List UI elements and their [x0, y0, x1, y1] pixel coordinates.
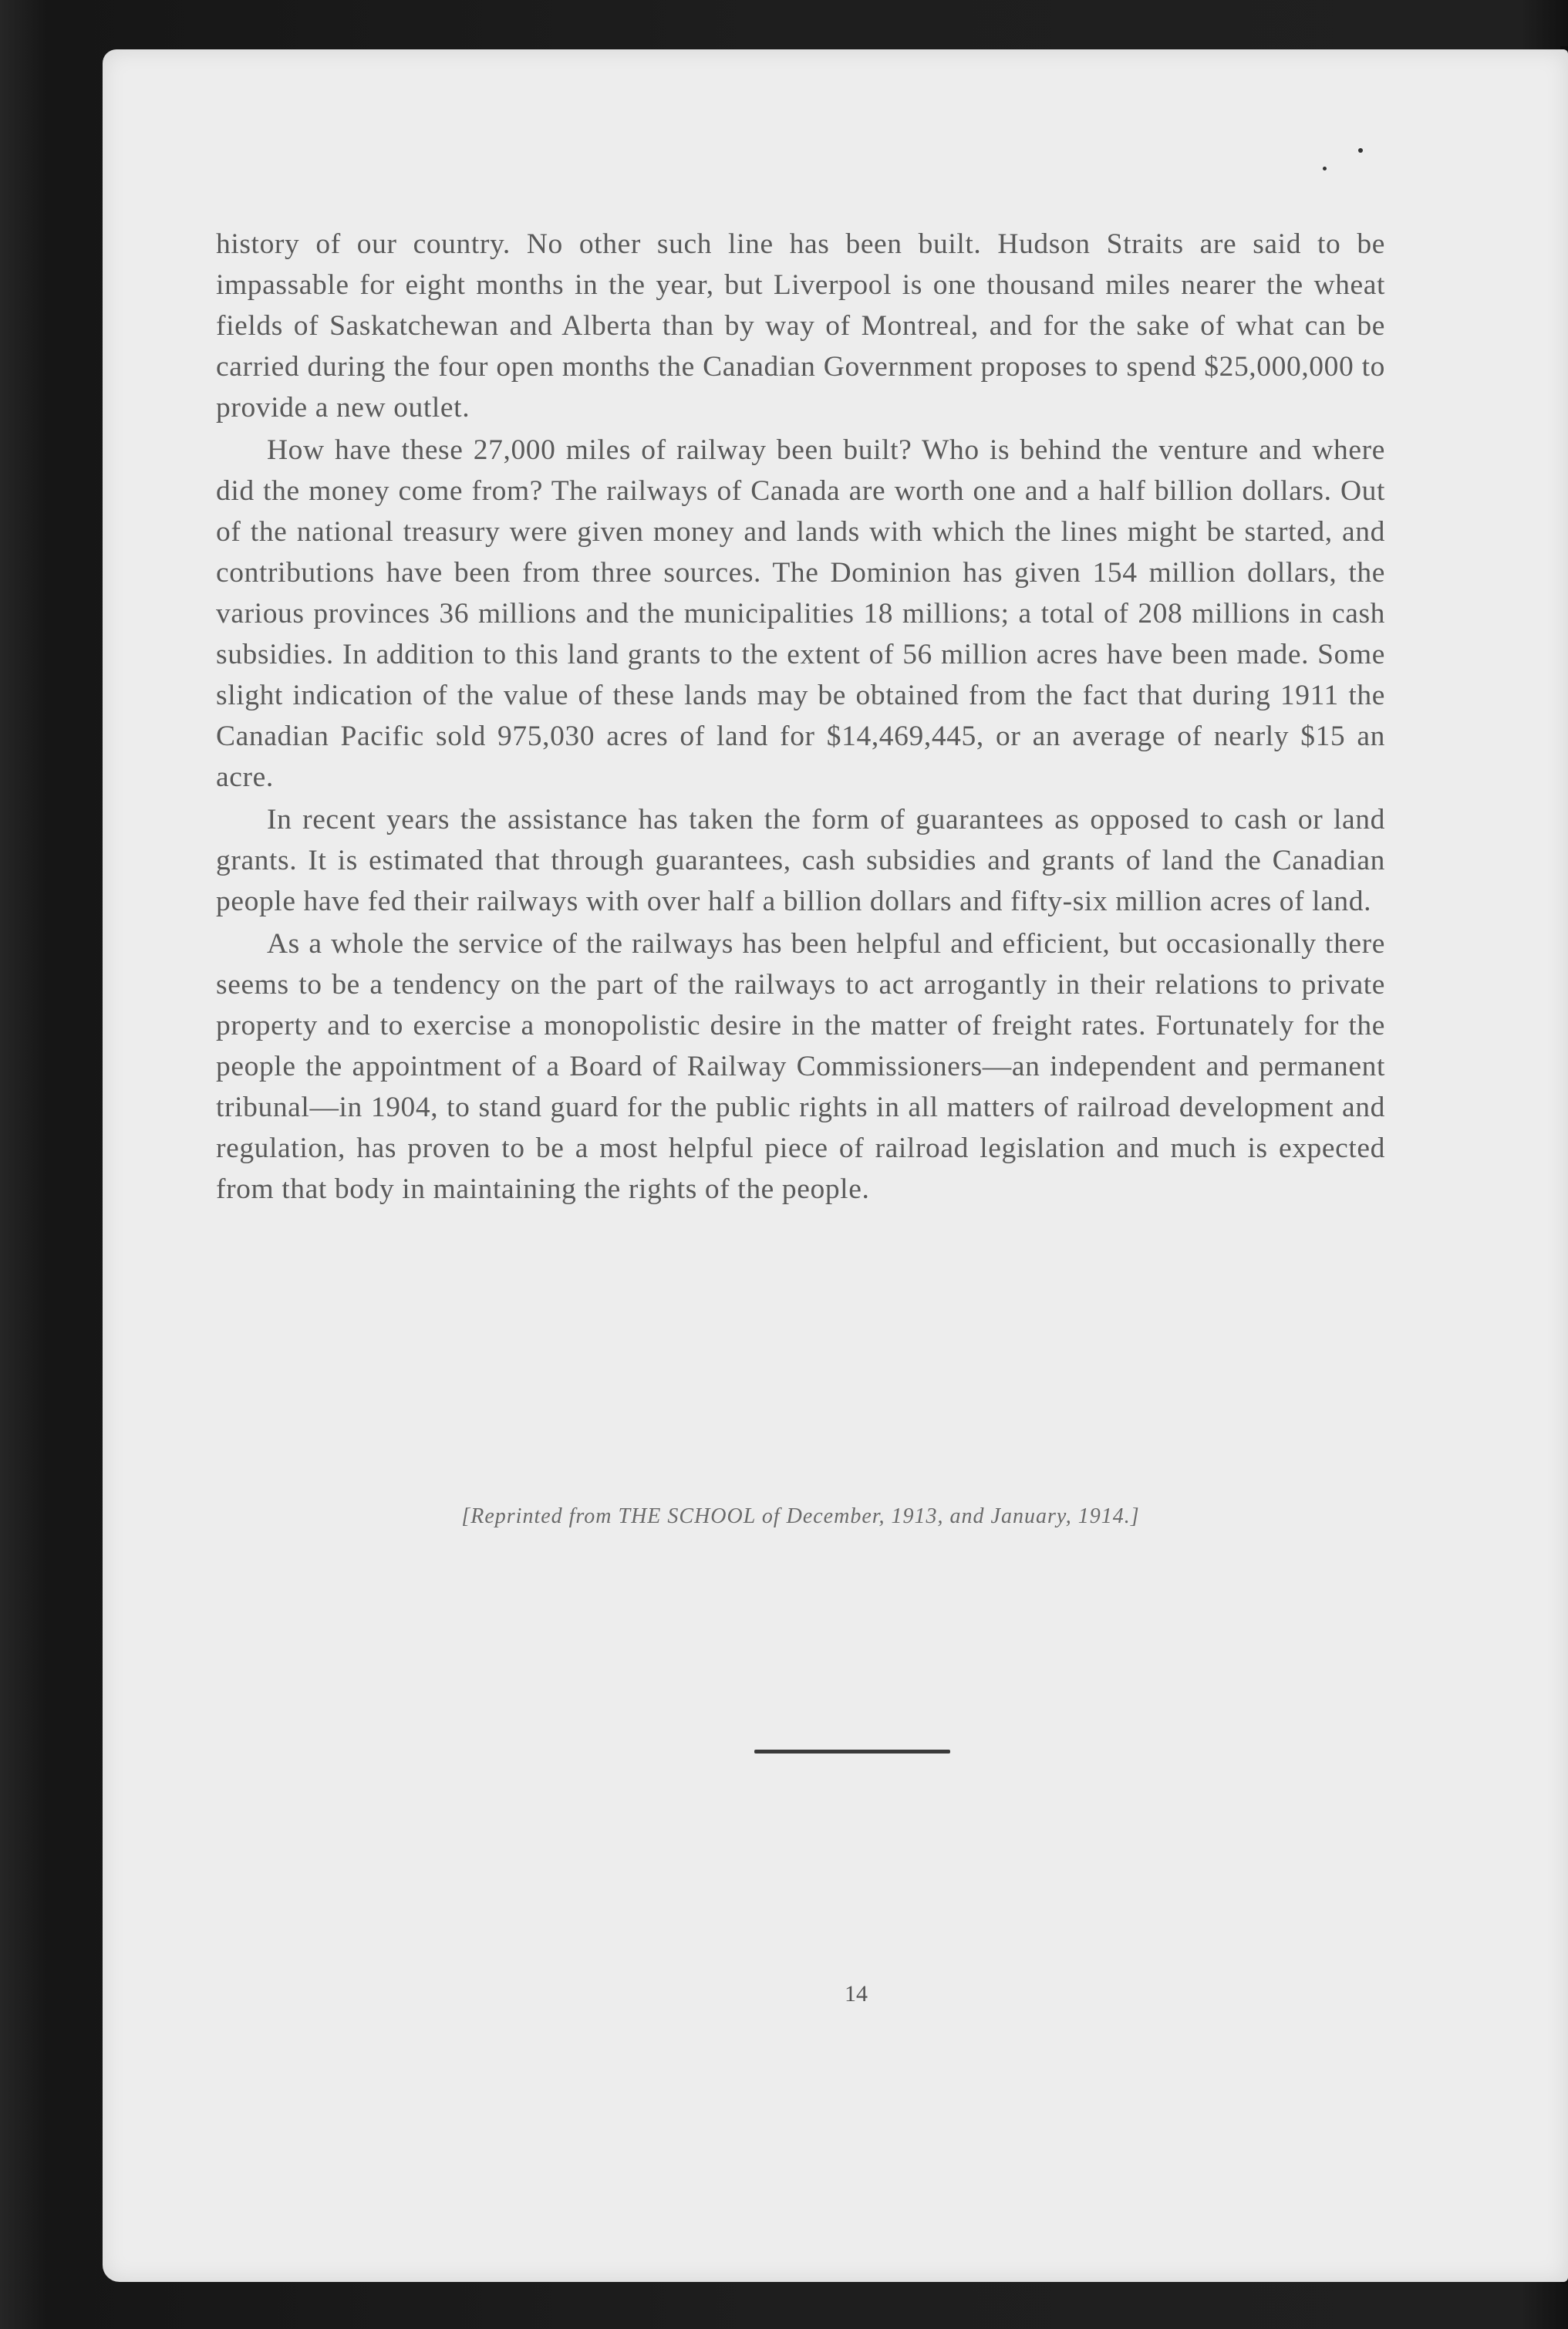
paragraph-4: As a whole the service of the railways has been helpful and efficient, but occasionally there seems to be a tendency on the part of the railways to act arrogantly in their relations to private property and to exercise a monopolistic desire in the matter of freight rates. Fortunately for the people the appointment of a Board of Railway Commissioners—an independent and permanent tribunal—in 1904, to stand guard for the public rights in all matters of railroad development and regulation, has proven to be a most helpful piece of railroad legislation and much is expected from that body in maintaining the rights of the people. — [216, 928, 1385, 1205]
body-text — [216, 224, 1385, 1211]
paragraph-2: How have these 27,000 miles of railway been built? Who is behind the venture and where did the money come from? The railways of Canada are worth one and a half billion dollars. Out of the national treasury were given money and lands with which the lines might be started, and contributions have been from three sources. The Dominion has given 154 million dollars, the various provinces 36 millions and the municipalities 18 millions; a total of 208 millions in cash subsidies. In addition to this land grants to the extent of 56 million acres have been made. Some slight indication of the value of these lands may be obtained from the fact that during 1911 the Canadian Pacific sold 975,030 acres of land for $14,469,445, or an average of nearly $15 an acre. — [216, 434, 1385, 793]
dust-speck — [1323, 167, 1327, 170]
dust-speck — [1358, 148, 1363, 153]
closing-rule — [754, 1750, 950, 1754]
paragraph-3: In recent years the assistance has taken the form of guarantees as opposed to cash or land grants. It is estimated that through guarantees, cash subsidies and grants of land the Canadian people have fed their railways with over half a billion dollars and fifty-six million acres of land. — [216, 804, 1385, 917]
page-number: 14 — [845, 1981, 868, 2007]
paragraph-1: history of our country. No other such line has been built. Hudson Straits are said to be impassable for eight months in the year, but Liverpool is one thousand miles nearer the wheat fields of Saskatchewan and Alberta than by way of Montreal, and for the sake of what can be carried during the four open months the Canadian Government proposes to spend $25,000,000 to provide a new outlet. — [216, 228, 1385, 424]
reprint-note: [Reprinted from THE SCHOOL of December, 1913, and January, 1914.] — [461, 1504, 1140, 1528]
